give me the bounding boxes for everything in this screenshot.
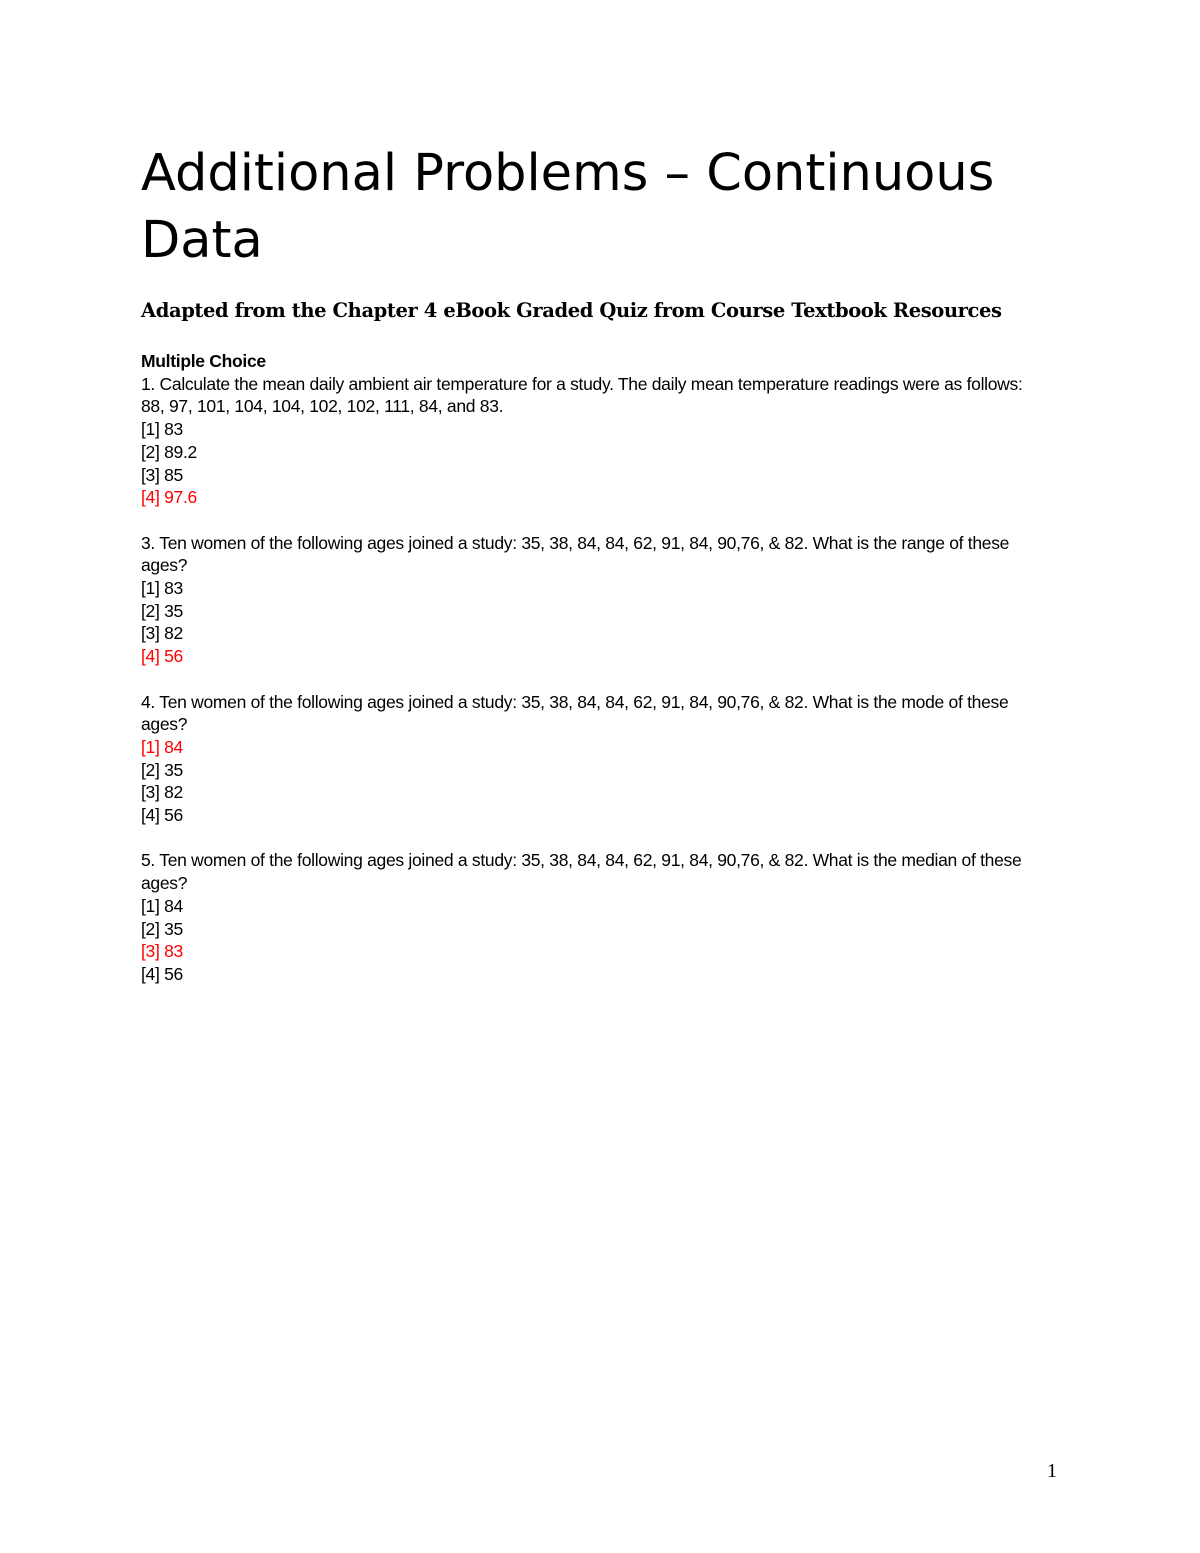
answer-option: [4] 56	[141, 963, 183, 984]
answer-option: [1] 83	[141, 578, 183, 599]
question-text: 5. Ten women of the following ages joined a study: 35, 38, 84, 84, 62, 91, 84, 90,76, & 82. What is the median of these ages?	[141, 850, 1022, 894]
correct-answer-option: [4] 56	[141, 646, 183, 667]
answer-option: [3] 82	[141, 623, 183, 644]
section-heading: Multiple Choice	[141, 351, 266, 371]
correct-answer-option: [1] 84	[141, 736, 183, 757]
answer-options	[141, 736, 1046, 827]
page-title: Additional Problems – Continuous Data	[141, 144, 995, 270]
question-5	[141, 849, 1046, 985]
answer-option: [2] 35	[141, 759, 183, 780]
answer-option: [3] 82	[141, 782, 183, 803]
question-text: 3. Ten women of the following ages joined a study: 35, 38, 84, 84, 62, 91, 84, 90,76, & 82. What is the range of these ages?	[141, 532, 1010, 576]
page-number: 1	[1047, 1460, 1057, 1482]
answer-option: [2] 89.2	[141, 441, 197, 462]
question-text: 1. Calculate the mean daily ambient air temperature for a study. The daily mean temperature readings were as follows: 88, 97, 101, 104, 104, 102, 102, 111, 84, and 83.	[141, 373, 1023, 417]
question-text: 4. Ten women of the following ages joined a study: 35, 38, 84, 84, 62, 91, 84, 90,76, & 82. What is the mode of these ages?	[141, 691, 1009, 735]
answer-option: [1] 84	[141, 895, 183, 916]
question-3	[141, 532, 1046, 668]
answer-options	[141, 418, 1046, 509]
correct-answer-option: [3] 83	[141, 941, 183, 962]
quiz-content	[141, 350, 1046, 1008]
correct-answer-option: [4] 97.6	[141, 487, 197, 508]
answer-options	[141, 895, 1046, 986]
answer-options	[141, 577, 1046, 668]
answer-option: [4] 56	[141, 805, 183, 826]
answer-option: [1] 83	[141, 419, 183, 440]
answer-option: [2] 35	[141, 600, 183, 621]
question-4	[141, 691, 1046, 827]
answer-option: [3] 85	[141, 464, 183, 485]
answer-option: [2] 35	[141, 918, 183, 939]
question-1	[141, 373, 1046, 509]
page-subtitle: Adapted from the Chapter 4 eBook Graded Quiz from Course Textbook Resources	[141, 299, 1002, 322]
